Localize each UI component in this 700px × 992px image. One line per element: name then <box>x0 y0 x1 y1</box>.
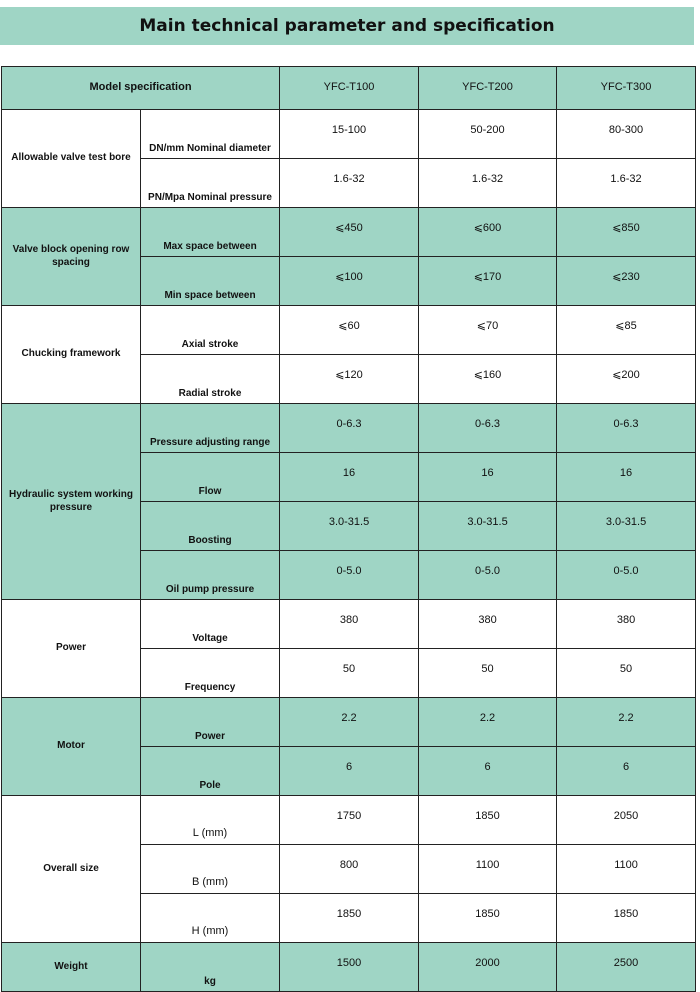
value-cell: 50 <box>280 649 419 698</box>
row-label: Axial stroke <box>141 306 280 355</box>
group-label: Overall size <box>2 796 141 943</box>
row-label: Power <box>141 698 280 747</box>
value-cell: 2050 <box>557 796 696 845</box>
value-cell: 380 <box>280 600 419 649</box>
row-label: PN/Mpa Nominal pressure <box>141 159 280 208</box>
group-label: Chucking framework <box>2 306 141 404</box>
value-cell: ⩽170 <box>419 257 557 306</box>
value-cell: 50 <box>557 649 696 698</box>
value-cell: ⩽600 <box>419 208 557 257</box>
value-cell: 1750 <box>280 796 419 845</box>
group-label: Weight <box>2 943 141 992</box>
row-label: Radial stroke <box>141 355 280 404</box>
value-cell: 2.2 <box>557 698 696 747</box>
model-name: YFC-T300 <box>557 67 696 110</box>
value-cell: 800 <box>280 845 419 894</box>
value-cell: 0-5.0 <box>557 551 696 600</box>
value-cell: 16 <box>419 453 557 502</box>
value-cell: 1850 <box>419 796 557 845</box>
group-label: Valve block opening row spacing <box>2 208 141 306</box>
value-cell: ⩽100 <box>280 257 419 306</box>
value-cell: 1850 <box>557 894 696 943</box>
value-cell: 2000 <box>419 943 557 992</box>
page-title: Main technical parameter and specification <box>0 7 694 45</box>
value-cell: ⩽85 <box>557 306 696 355</box>
row-label: Voltage <box>141 600 280 649</box>
value-cell: 50-200 <box>419 110 557 159</box>
value-cell: 380 <box>557 600 696 649</box>
value-cell: ⩽850 <box>557 208 696 257</box>
value-cell: 6 <box>557 747 696 796</box>
model-name: YFC-T100 <box>280 67 419 110</box>
row-label: Oil pump pressure <box>141 551 280 600</box>
spec-table-body <box>2 67 696 992</box>
value-cell: 1100 <box>419 845 557 894</box>
value-cell: ⩽60 <box>280 306 419 355</box>
value-cell: ⩽120 <box>280 355 419 404</box>
group-label: Motor <box>2 698 141 796</box>
value-cell: 1850 <box>419 894 557 943</box>
value-cell: 1.6-32 <box>419 159 557 208</box>
row-label: Boosting <box>141 502 280 551</box>
value-cell: 3.0-31.5 <box>419 502 557 551</box>
value-cell: 0-5.0 <box>419 551 557 600</box>
value-cell: 0-5.0 <box>280 551 419 600</box>
value-cell: ⩽230 <box>557 257 696 306</box>
value-cell: 6 <box>419 747 557 796</box>
value-cell: 380 <box>419 600 557 649</box>
value-cell: 6 <box>280 747 419 796</box>
table-row <box>2 306 696 355</box>
value-cell: 0-6.3 <box>419 404 557 453</box>
value-cell: 1850 <box>280 894 419 943</box>
row-label: B (mm) <box>141 845 280 894</box>
value-cell: 2.2 <box>419 698 557 747</box>
value-cell: ⩽200 <box>557 355 696 404</box>
group-label: Hydraulic system working pressure <box>2 404 141 600</box>
value-cell: ⩽70 <box>419 306 557 355</box>
value-cell: 80-300 <box>557 110 696 159</box>
value-cell: 0-6.3 <box>280 404 419 453</box>
value-cell: 50 <box>419 649 557 698</box>
value-cell: 1500 <box>280 943 419 992</box>
model-name: YFC-T200 <box>419 67 557 110</box>
value-cell: 1100 <box>557 845 696 894</box>
table-row <box>2 404 696 453</box>
value-cell: 2.2 <box>280 698 419 747</box>
value-cell: ⩽160 <box>419 355 557 404</box>
value-cell: 15-100 <box>280 110 419 159</box>
row-label: Max space between <box>141 208 280 257</box>
model-spec-label: Model specification <box>2 67 280 110</box>
value-cell: 3.0-31.5 <box>280 502 419 551</box>
row-label: Flow <box>141 453 280 502</box>
row-label: Frequency <box>141 649 280 698</box>
spec-table <box>1 66 696 992</box>
value-cell: 1.6-32 <box>280 159 419 208</box>
value-cell: 2500 <box>557 943 696 992</box>
header-row <box>2 67 696 110</box>
value-cell: 1.6-32 <box>557 159 696 208</box>
value-cell: 16 <box>280 453 419 502</box>
table-row <box>2 698 696 747</box>
table-row <box>2 110 696 159</box>
table-row <box>2 943 696 992</box>
value-cell: 0-6.3 <box>557 404 696 453</box>
value-cell: ⩽450 <box>280 208 419 257</box>
row-label: DN/mm Nominal diameter <box>141 110 280 159</box>
row-label: H (mm) <box>141 894 280 943</box>
row-label: L (mm) <box>141 796 280 845</box>
row-label: kg <box>141 943 280 992</box>
table-row <box>2 600 696 649</box>
group-label: Power <box>2 600 141 698</box>
value-cell: 16 <box>557 453 696 502</box>
row-label: Pole <box>141 747 280 796</box>
table-row <box>2 208 696 257</box>
row-label: Pressure adjusting range <box>141 404 280 453</box>
table-row <box>2 796 696 845</box>
value-cell: 3.0-31.5 <box>557 502 696 551</box>
group-label: Allowable valve test bore <box>2 110 141 208</box>
row-label: Min space between <box>141 257 280 306</box>
